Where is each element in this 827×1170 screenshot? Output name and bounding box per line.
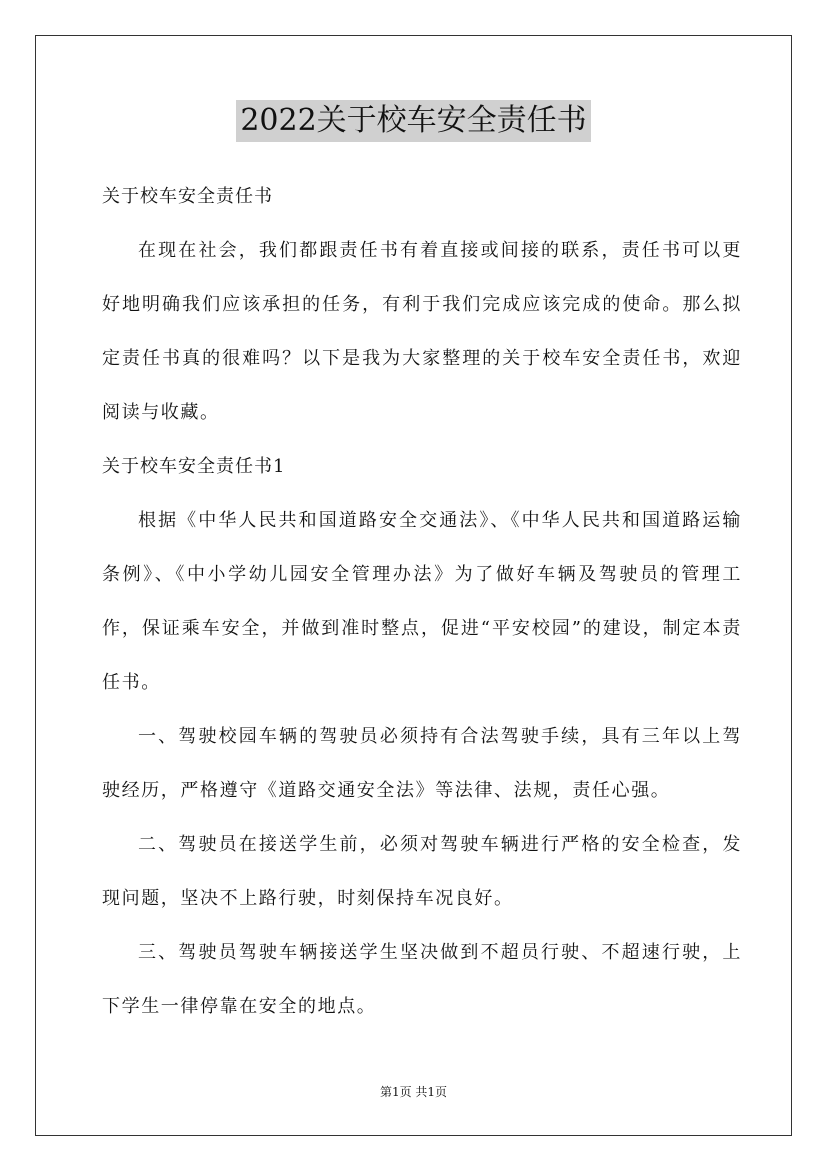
document-title-text: 2022关于校车安全责任书	[236, 100, 590, 142]
document-title	[0, 100, 827, 142]
body-paragraph-item-2: 二、驾驶员在接送学生前，必须对驾驶车辆进行严格的安全检查，发现问题，坚决不上路行驶，时刻保持车况良好。	[102, 834, 742, 909]
intro-paragraph: 在现在社会，我们都跟责任书有着直接或间接的联系，责任书可以更好地明确我们应该承担的任务，有利于我们完成应该完成的使命。那么拟定责任书真的很难吗？以下是我为大家整理的关于校车安全责任书，欢迎阅读与收藏。	[102, 240, 742, 423]
body-paragraph-item-3: 三、驾驶员驾驶车辆接送学生坚决做到不超员行驶、不超速行驶，上下学生一律停靠在安全的地点。	[102, 942, 742, 1017]
body-paragraph-basis: 根据《中华人民共和国道路安全交通法》、《中华人民共和国道路运输条例》、《中小学幼儿园安全管理办法》为了做好车辆及驾驶员的管理工作，保证乘车安全，并做到准时整点，促进“平安校园”的建设，制定本责任书。	[102, 510, 742, 693]
page-footer: 第1页 共1页	[379, 1085, 448, 1099]
body-paragraph-item-1: 一、驾驶校园车辆的驾驶员必须持有合法驾驶手续，具有三年以上驾驶经历，严格遵守《道路交通安全法》等法律、法规，责任心强。	[102, 726, 742, 801]
intro-heading: 关于校车安全责任书	[102, 186, 273, 207]
section-heading-1: 关于校车安全责任书1	[102, 456, 286, 477]
document-body	[102, 170, 742, 1034]
